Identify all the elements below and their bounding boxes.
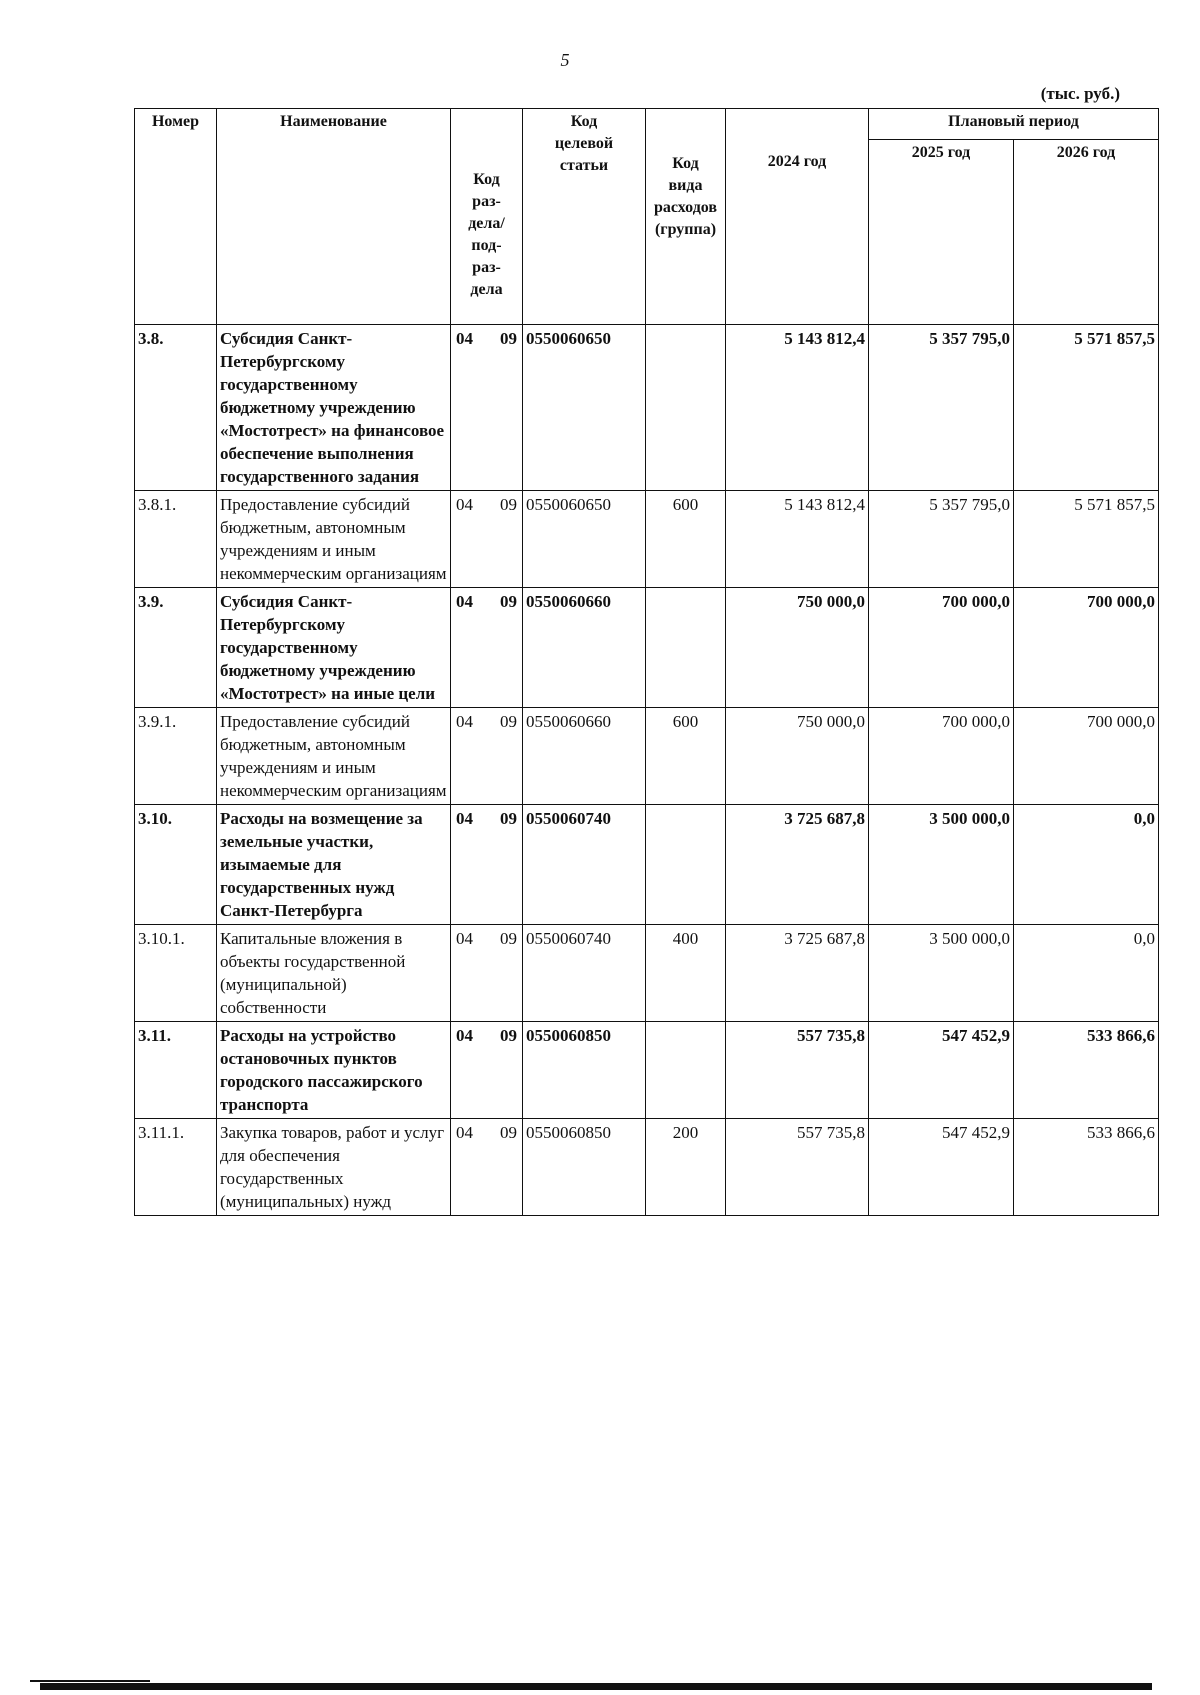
table-row [135, 1022, 1159, 1119]
units-label: (тыс. руб.) [1040, 84, 1120, 103]
row-value-2025: 3 500 000,0 [869, 805, 1014, 925]
header-expense-type-line: Код [672, 155, 699, 172]
row-number: 3.8. [135, 325, 217, 491]
row-value-2025: 547 452,9 [869, 1119, 1014, 1216]
header-target-code-line: статьи [559, 157, 609, 174]
row-section-code [451, 925, 523, 1022]
header-target-code [523, 109, 646, 325]
row-name: Субсидия Санкт-Петербургскому государственному бюджетному учреждению «Мостотрест» на финансовое обеспечение выполнения государственного задания [217, 325, 451, 491]
row-expense-type [646, 1022, 726, 1119]
table-row [135, 925, 1159, 1022]
row-name: Закупка товаров, работ и услуг для обеспечения государственных (муниципальных) нужд [217, 1119, 451, 1216]
row-section: 04 [456, 809, 473, 828]
row-value-2025: 700 000,0 [869, 708, 1014, 805]
row-value-2024: 3 725 687,8 [726, 805, 869, 925]
row-value-2026: 5 571 857,5 [1014, 325, 1159, 491]
row-name: Предоставление субсидий бюджетным, автономным учреждениям и иным некоммерческим организациям [217, 708, 451, 805]
header-section-code-line: дела/ [468, 215, 505, 232]
bottom-rule [40, 1683, 1152, 1690]
row-target-code: 0550060660 [523, 708, 646, 805]
row-expense-type [646, 588, 726, 708]
header-year-2026: 2026 год [1014, 140, 1159, 325]
row-section: 04 [456, 1026, 473, 1045]
row-number: 3.11. [135, 1022, 217, 1119]
header-expense-type-line: расходов [653, 199, 718, 216]
header-section-code-line: дела [470, 281, 503, 298]
header-section-code-line: раз- [472, 193, 501, 210]
row-section: 04 [456, 1123, 473, 1142]
row-value-2026: 700 000,0 [1014, 708, 1159, 805]
table-row [135, 1119, 1159, 1216]
header-section-code-line: под- [471, 237, 502, 254]
table-row [135, 588, 1159, 708]
header-expense-type [646, 109, 726, 325]
row-section: 04 [456, 929, 473, 948]
row-number: 3.10.1. [135, 925, 217, 1022]
header-section-code-line: раз- [472, 259, 501, 276]
row-expense-type: 400 [646, 925, 726, 1022]
header-year-2025: 2025 год [869, 140, 1014, 325]
row-section-code [451, 1119, 523, 1216]
row-target-code: 0550060650 [523, 325, 646, 491]
row-subsection: 09 [500, 495, 517, 514]
header-section-code [451, 109, 523, 325]
row-value-2024: 5 143 812,4 [726, 491, 869, 588]
row-value-2025: 5 357 795,0 [869, 325, 1014, 491]
row-section: 04 [456, 712, 473, 731]
row-section-code [451, 491, 523, 588]
row-target-code: 0550060850 [523, 1022, 646, 1119]
page-number: 5 [560, 50, 570, 70]
table-row [135, 805, 1159, 925]
row-section: 04 [456, 495, 473, 514]
row-section-code [451, 588, 523, 708]
row-expense-type [646, 325, 726, 491]
row-target-code: 0550060660 [523, 588, 646, 708]
row-value-2026: 700 000,0 [1014, 588, 1159, 708]
row-subsection: 09 [500, 809, 517, 828]
row-section-code [451, 1022, 523, 1119]
header-planning-period: Плановый период [869, 109, 1159, 140]
row-subsection: 09 [500, 712, 517, 731]
bottom-rule-thin [30, 1680, 150, 1682]
row-section-code [451, 805, 523, 925]
row-value-2024: 750 000,0 [726, 588, 869, 708]
row-value-2025: 5 357 795,0 [869, 491, 1014, 588]
row-name: Расходы на устройство остановочных пунктов городского пассажирского транспорта [217, 1022, 451, 1119]
header-row-1 [135, 109, 1159, 140]
row-number: 3.9.1. [135, 708, 217, 805]
row-expense-type: 200 [646, 1119, 726, 1216]
header-number: Номер [135, 109, 217, 325]
row-section: 04 [456, 329, 473, 348]
row-subsection: 09 [500, 1123, 517, 1142]
row-value-2024: 5 143 812,4 [726, 325, 869, 491]
row-subsection: 09 [500, 1026, 517, 1045]
row-expense-type: 600 [646, 708, 726, 805]
row-subsection: 09 [500, 929, 517, 948]
header-target-code-line: целевой [554, 135, 614, 152]
row-number: 3.10. [135, 805, 217, 925]
row-section-code [451, 708, 523, 805]
row-section-code [451, 325, 523, 491]
row-value-2026: 0,0 [1014, 805, 1159, 925]
row-value-2026: 5 571 857,5 [1014, 491, 1159, 588]
header-expense-type-line: (группа) [654, 221, 717, 238]
header-name: Наименование [217, 109, 451, 325]
row-expense-type: 600 [646, 491, 726, 588]
row-name: Предоставление субсидий бюджетным, автономным учреждениям и иным некоммерческим организациям [217, 491, 451, 588]
row-subsection: 09 [500, 329, 517, 348]
row-target-code: 0550060650 [523, 491, 646, 588]
row-value-2025: 3 500 000,0 [869, 925, 1014, 1022]
row-number: 3.9. [135, 588, 217, 708]
header-section-code-line: Код [473, 171, 500, 188]
header-year-2024: 2024 год [726, 109, 869, 325]
table-row [135, 708, 1159, 805]
table-row [135, 491, 1159, 588]
row-value-2024: 557 735,8 [726, 1022, 869, 1119]
row-name: Субсидия Санкт-Петербургскому государственному бюджетному учреждению «Мостотрест» на иные цели [217, 588, 451, 708]
row-subsection: 09 [500, 592, 517, 611]
table-row [135, 325, 1159, 491]
row-value-2026: 533 866,6 [1014, 1022, 1159, 1119]
budget-table [134, 108, 1159, 1216]
row-value-2025: 547 452,9 [869, 1022, 1014, 1119]
row-name: Расходы на возмещение за земельные участки, изымаемые для государственных нужд Санкт-Петербурга [217, 805, 451, 925]
row-value-2026: 533 866,6 [1014, 1119, 1159, 1216]
row-target-code: 0550060850 [523, 1119, 646, 1216]
row-name: Капитальные вложения в объекты государственной (муниципальной) собственности [217, 925, 451, 1022]
header-target-code-line: Код [570, 113, 598, 130]
row-value-2024: 557 735,8 [726, 1119, 869, 1216]
row-target-code: 0550060740 [523, 805, 646, 925]
header-expense-type-line: вида [668, 177, 703, 194]
table-body [135, 325, 1159, 1216]
row-value-2024: 750 000,0 [726, 708, 869, 805]
row-target-code: 0550060740 [523, 925, 646, 1022]
row-number: 3.11.1. [135, 1119, 217, 1216]
row-number: 3.8.1. [135, 491, 217, 588]
row-expense-type [646, 805, 726, 925]
row-value-2024: 3 725 687,8 [726, 925, 869, 1022]
row-value-2025: 700 000,0 [869, 588, 1014, 708]
row-value-2026: 0,0 [1014, 925, 1159, 1022]
row-section: 04 [456, 592, 473, 611]
